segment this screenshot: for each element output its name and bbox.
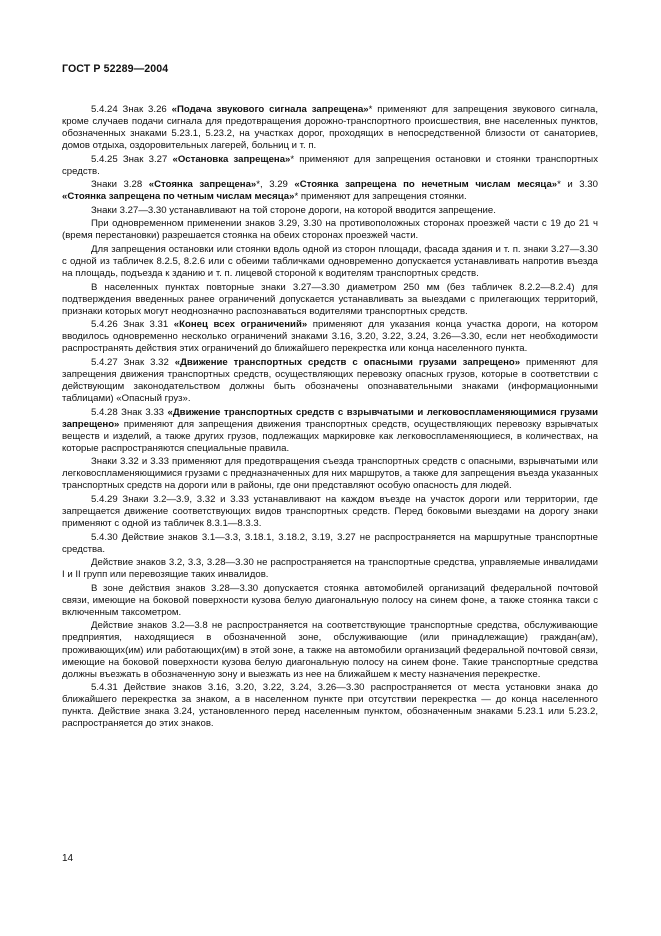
paragraph-signs-3-28-3-30: Знаки 3.28 «Стоянка запрещена»*, 3.29 «Стоянка запрещена по нечетным числам месяца»* и 3.30 «Стоянка запрещена по четным числам месяца»* применяют для запрещения стоянки. — [62, 179, 598, 203]
paragraph-postal-taxi: В зоне действия знаков 3.28—3.30 допускается стоянка автомобилей организаций федеральной почтовой связи, имеющие на боковой поверхности кузова белую диагональную полосу на синем фоне, а также стоянка такси с включенным таксометром. — [62, 582, 598, 618]
paragraph-simultaneous-use: При одновременном применении знаков 3.29, 3.30 на противоположных сторонах проезжей части с 19 до 21 ч (время перестановки) разрешается стоянка на обеих сторонах проезжей части. — [62, 218, 598, 242]
paragraph-5-4-24: 5.4.24 Знак 3.26 «Подача звукового сигнала запрещена»* применяют для запрещения звукового сигнала, кроме случаев подачи сигнала для предотвращения дорожно-транспортного происшествия, вне населенных пунктов, обозначенных знаками 5.23.1, 5.23.2, на участках дорог, проходящих в непосредственной близости от санаториев, домов отдыха, оздоровительных лагерей, больниц и т. п. — [62, 104, 598, 152]
paragraph-disabled-drivers: Действие знаков 3.2, 3.3, 3.28—3.30 не распространяется на транспортные средства, управляемые инвалидами I и II групп или перевозящие таких инвалидов. — [62, 557, 598, 581]
paragraph-5-4-31: 5.4.31 Действие знаков 3.16, 3.20, 3.22, 3.24, 3.26—3.30 распространяется от места установки знака до ближайшего перекрестка за знаком, а в населенном пункте при отсутствии перекрестка — до конца населенного пункта. Действие знака 3.24, установленного перед населенным пунктом, обозначенным знаками 5.23.1 или 5.23.2, распространяется до этих знаков. — [62, 682, 598, 730]
document-body — [62, 104, 598, 730]
paragraph-side-of-road: Знаки 3.27—3.30 устанавливают на той стороне дороги, на которой вводится запрещение. — [91, 204, 496, 216]
page-number: 14 — [62, 853, 74, 864]
page-header: ГОСТ Р 52289—2004 — [62, 63, 169, 75]
paragraph-signs-3-32-3-33: Знаки 3.32 и 3.33 применяют для предотвращения съезда транспортных средств с опасными, взрывчатыми или легковоспламеняющимися грузами с предназначенных для них маршрутов, а также для запрещения въезда указанных транспортных средств на дороги или в районы, где они представляют особую опасность для людей. — [62, 456, 598, 492]
paragraph-repeat-signs: В населенных пунктах повторные знаки 3.27—3.30 диаметром 250 мм (без табличек 8.2.2—8.2.4) для подтверждения введенных ранее ограничений допускается устанавливать за выездами с прилегающих территорий, признаки которых могут неоднозначно распознаваться водителями транспортных средств. — [62, 281, 598, 317]
paragraph-5-4-28: 5.4.28 Знак 3.33 «Движение транспортных средств с взрывчатыми и легковоспламеняющимися грузами запрещено» применяют для запрещения движения транспортных средств, осуществляющих перевозку взрывчатых веществ и изделий, а также других грузов, подлежащих маркировке как легковоспламеняющиеся, в количествах, на которые распространяются специальные правила. — [62, 406, 598, 454]
paragraph-5-4-25: 5.4.25 Знак 3.27 «Остановка запрещена»* применяют для запрещения остановки и стоянки транспортных средств. — [62, 153, 599, 177]
paragraph-service-vehicles: Действие знаков 3.2—3.8 не распространяется на соответствующие транспортные средства, обслуживающие предприятия, находящиеся в обозначенной зоне, обслуживающие (или принадлежащие) граждан(ам), проживающих(им) или работающих(им) в этой зоне, а также на автомобили организаций федеральной почтовой связи, имеющие на боковой поверхности кузова белую диагональную полосу на синем фоне. Такие транспортные средства должны въезжать в обозначенную зону и выезжать из нее на ближайшем к месту назначения перекрестке. — [62, 620, 598, 680]
paragraph-5-4-30: 5.4.30 Действие знаков 3.1—3.3, 3.18.1, 3.18.2, 3.19, 3.27 не распространяется на маршрутные транспортные средства. — [62, 531, 598, 555]
paragraph-5-4-27: 5.4.27 Знак 3.32 «Движение транспортных средств с опасными грузами запрещено» применяют для запрещения движения транспортных средств, осуществляющих перевозку опасных грузов, которые в соответствии с действующим законодательством должны быть обозначены опознавательными знаками (информационными таблицами) «Опасный груз». — [62, 356, 599, 405]
paragraph-5-4-26: 5.4.26 Знак 3.31 «Конец всех ограничений» применяют для указания конца участка дороги, на котором вводилось одновременно несколько ограничений знаками 3.16, 3.20, 3.22, 3.24, 3.26—3.30, если нет необходимости распространять действия этих ограничений до ближайшего перекрестка или конца населенного пункта. — [62, 319, 599, 355]
paragraph-5-4-29: 5.4.29 Знаки 3.2—3.9, 3.32 и 3.33 устанавливают на каждом въезде на участок дороги или территории, где запрещается движение соответствующих видов транспортных средств. Перед боковыми выездами на дорогу знаки применяют с одной из табличек 8.3.1—8.3.3. — [62, 493, 598, 530]
paragraph-square-facade: Для запрещения остановки или стоянки вдоль одной из сторон площади, фасада здания и т. п. знаки 3.27—3.30 с одной из табличек 8.2.5, 8.2.6 или с обеими табличками одновременно допускается устанавливать напротив въезда на площадь, подъезда к зданию и т. п. лицевой стороной к водителям транспортных средств. — [62, 244, 598, 280]
